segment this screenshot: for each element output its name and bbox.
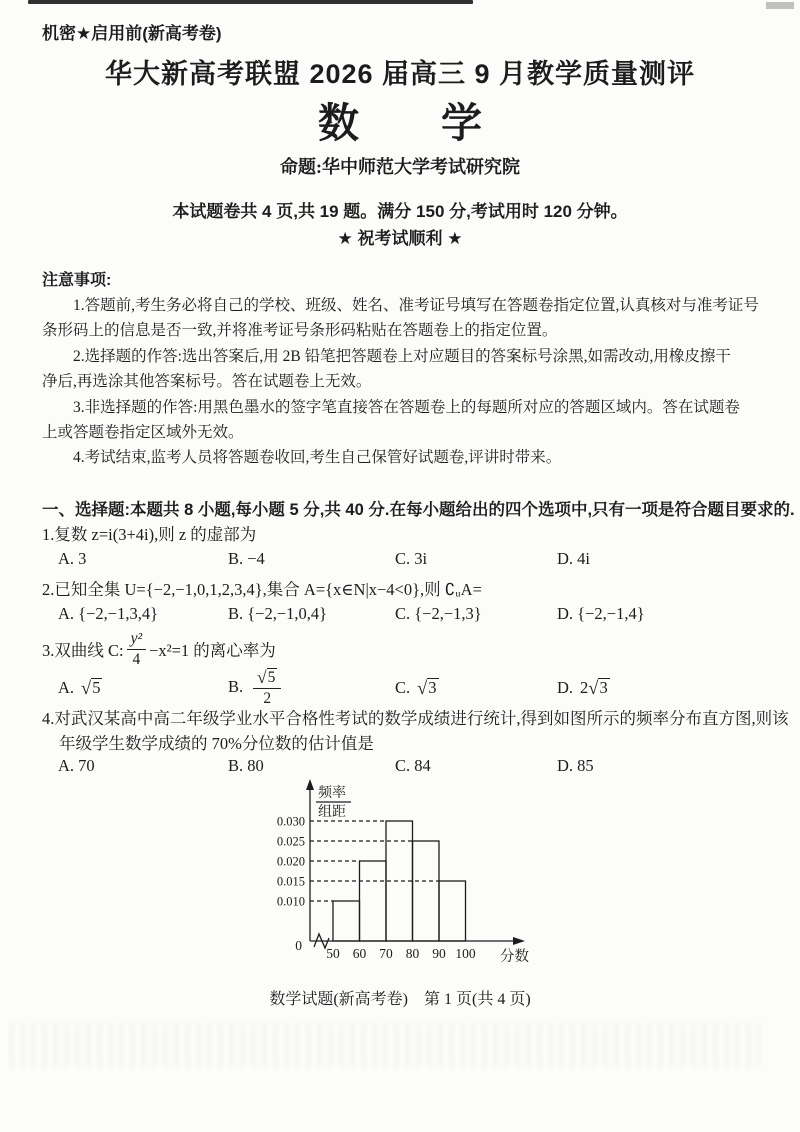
q3-option-d-coefficient: 2 [580, 678, 589, 697]
q4-option-a: A. 70 [58, 756, 95, 775]
origin-label: 0 [295, 938, 302, 953]
x-axis-arrow [513, 937, 525, 945]
q3-option-a [58, 678, 228, 698]
q3-option-d [557, 678, 770, 698]
question-4-text-line-1: 4.对武汉某高中高二年级学业水平合格性考试的数学成绩进行统计,得到如图所示的频率分布直方图,则该 [42, 709, 789, 728]
note-2-line-2: 净后,再选涂其他答案标号。答在试题卷上无效。 [42, 373, 372, 391]
q3-option-b-label: B. [228, 676, 244, 696]
q3-option-c-label: C. [395, 678, 411, 697]
y-axis-tick-label: 0.010 [276, 894, 305, 909]
q4-option-b: B. 80 [228, 756, 264, 775]
x-axis-label: 分数 [500, 949, 529, 965]
footer-page-label: 数学试题(新高考卷) 第 1 页(共 4 页) [269, 991, 531, 1008]
q3-text-prefix: 3.双曲线 C: [42, 641, 124, 660]
histogram-bar [439, 881, 466, 941]
question-4-text-line-2: 年级学生数学成绩的 70%分位数的估计值是 [59, 734, 374, 753]
q3-fraction [127, 630, 147, 669]
radical-sign: √ [417, 678, 428, 698]
question-1-options [42, 549, 770, 569]
frequency-histogram [265, 776, 557, 973]
section-1-heading: 一、选择题:本题共 8 小题,每小题 5 分,共 40 分.在每小题给出的四个选项中,只有一项是符合题目要求的. [42, 501, 795, 519]
sqrt-radical [588, 678, 609, 697]
q3-fraction-numerator: y² [127, 630, 147, 650]
q3-option-b-numerator [253, 668, 281, 689]
proposer-line: 命题:华中师范大学考试研究院 [280, 157, 520, 177]
exam-info-line: 本试题卷共 4 页,共 19 题。满分 150 分,考试用时 120 分钟。 [172, 202, 628, 221]
question-3-options [42, 668, 770, 708]
y-axis-label-denominator: 组距 [318, 805, 346, 820]
y-axis-tick-label: 0.020 [276, 854, 305, 869]
x-axis-tick-label: 80 [405, 946, 420, 961]
exam-title: 华大新高考联盟 2026 届高三 9 月教学质量测评 [104, 59, 696, 89]
y-axis-arrow [306, 779, 314, 790]
notes-heading: 注意事项: [42, 272, 112, 289]
q3-option-c [395, 678, 557, 698]
radical-sign: √ [257, 668, 267, 688]
scan-bleedthrough-noise [10, 1022, 760, 1068]
x-axis-tick-label: 50 [326, 946, 340, 961]
q3-option-d-label: D. [557, 678, 574, 697]
scan-smudge-corner [766, 2, 794, 9]
y-axis-tick-label: 0.015 [276, 874, 305, 889]
q2-option-c: C. {−2,−1,3} [395, 604, 482, 623]
q3-option-b [228, 668, 395, 708]
radicand: 5 [267, 669, 276, 687]
radicand: 3 [599, 678, 608, 697]
radicand: 3 [428, 678, 437, 697]
histogram-bar [333, 901, 360, 941]
notes-block [42, 293, 764, 471]
question-1-text: 1.复数 z=i(3+4i),则 z 的虚部为 [42, 525, 257, 544]
radical-sign: √ [81, 678, 92, 698]
q3-option-a-label: A. [58, 678, 75, 697]
sqrt-radical [417, 678, 438, 697]
subject-title: 数 学 [318, 100, 482, 146]
question-2-options [42, 604, 770, 624]
q1-option-d: D. 4i [557, 549, 590, 568]
note-2-line-1: 2.选择题的作答:选出答案后,用 2B 铅笔把答题卷上对应题目的答案标号涂黑,如需改动,用橡皮擦干 [73, 347, 731, 365]
score-histogram-svg [265, 776, 557, 973]
question-3-text [42, 628, 276, 670]
sqrt-radical [257, 668, 277, 686]
question-2-text: 2.已知全集 U={−2,−1,0,1,2,3,4},集合 A={x∈N|x−4<0},则 ∁ᵤA= [42, 580, 482, 599]
q2-option-d: D. {−2,−1,4} [557, 604, 645, 623]
y-axis-tick-label: 0.030 [276, 814, 305, 829]
note-1-line-1: 1.答题前,考生务必将自己的学校、班级、姓名、准考证号填写在答题卷指定位置,认真核对与准考证号 [73, 297, 759, 314]
note-3-line-2: 上或答题卷指定区域外无效。 [42, 424, 244, 442]
x-axis-tick-label: 60 [352, 946, 367, 961]
classification-banner: 机密★启用前(新高考卷) [42, 24, 222, 43]
x-axis-tick-label: 70 [379, 946, 393, 961]
q3-option-b-denominator: 2 [263, 690, 272, 707]
q1-option-a: A. 3 [58, 549, 87, 568]
q3-text-suffix: −x²=1 的离心率为 [149, 641, 276, 660]
histogram-bar [413, 841, 440, 941]
q1-option-b: B. −4 [228, 549, 265, 568]
scan-smudge-top [28, 0, 473, 4]
wish-line: ★ 祝考试顺利 ★ [337, 229, 463, 248]
sqrt-radical [81, 678, 102, 697]
x-axis-tick-label: 100 [455, 946, 476, 961]
question-4-options [42, 756, 770, 776]
radical-sign: √ [588, 678, 599, 698]
radicand: 5 [92, 678, 101, 697]
q3-fraction-denominator: 4 [132, 650, 141, 668]
note-3-line-1: 3.非选择题的作答:用黑色墨水的签字笔直接答在答题卷上的每题所对应的答题区域内。答在试题卷 [73, 398, 740, 416]
y-axis-label-numerator: 频率 [318, 786, 346, 801]
y-axis-tick-label: 0.025 [276, 834, 305, 849]
q2-option-a: A. {−2,−1,3,4} [58, 604, 158, 623]
q1-option-c: C. 3i [395, 549, 428, 568]
histogram-bar [360, 861, 387, 941]
q3-option-b-fraction [253, 668, 281, 708]
q4-option-c: C. 84 [395, 756, 431, 775]
note-1-line-2: 条形码上的信息是否一致,并将准考证号条形码粘贴在答题卷上的指定位置。 [42, 322, 558, 340]
q4-option-d: D. 85 [557, 756, 594, 775]
note-4-line-1: 4.考试结束,监考人员将答题卷收回,考生自己保管好试题卷,评讲时带来。 [73, 449, 562, 467]
x-axis-tick-label: 90 [432, 946, 446, 961]
q2-option-b: B. {−2,−1,0,4} [228, 604, 328, 623]
